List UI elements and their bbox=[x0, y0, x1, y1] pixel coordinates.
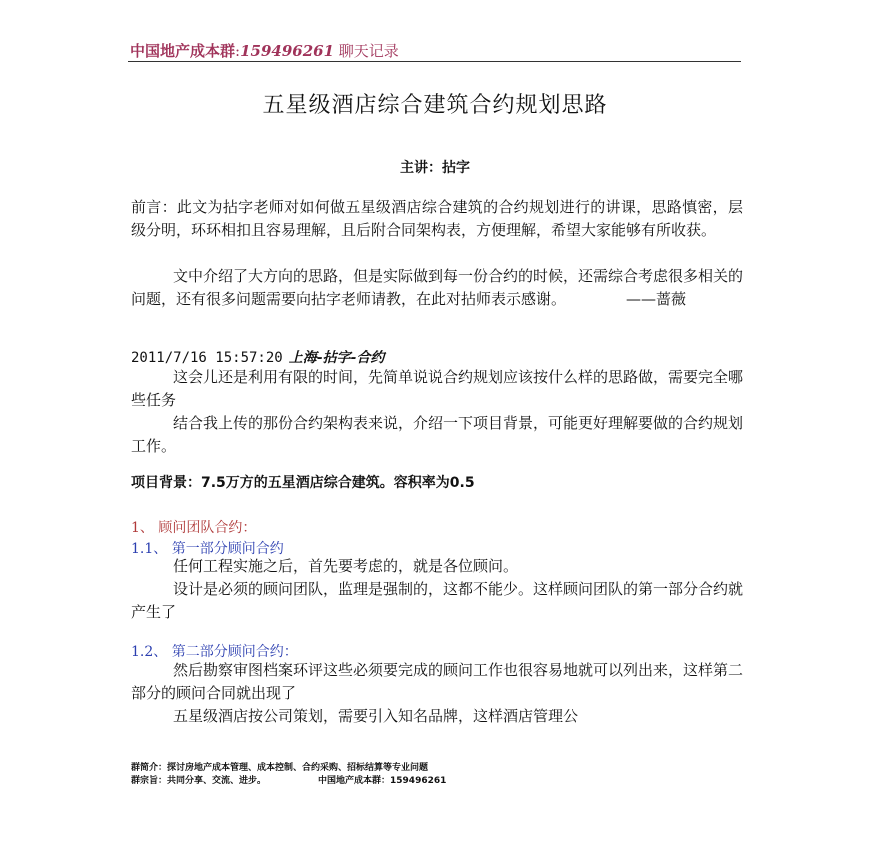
page-header bbox=[130, 40, 399, 61]
preface-paragraph-2 bbox=[131, 265, 743, 311]
chat-meta bbox=[131, 347, 384, 367]
preface-signature: ——蔷薇 bbox=[626, 290, 687, 308]
chat-paragraph-1: 这会儿还是利用有限的时间，先简单说说合约规划应该按什么样的思路做，需要完全哪些任务 bbox=[131, 368, 744, 409]
speaker-line: 主讲：拈字 bbox=[400, 160, 470, 176]
group-name: 中国地产成本群 bbox=[130, 42, 236, 60]
chat-record-label: 聊天记录 bbox=[338, 42, 399, 60]
document-title: 五星级酒店综合建筑合约规划思路 bbox=[262, 93, 608, 118]
header-separator: : bbox=[235, 42, 241, 60]
preface-paragraph: 前言：此文为拈字老师对如何做五星级酒店综合建筑的合约规划进行的讲课，思路慎密，层级分明，环环相扣且容易理解，且后附合同架构表，方便理解，希望大家能够有所收获。 bbox=[131, 198, 743, 239]
section-heading-1-1: 1.1、 第一部分顾问合约 bbox=[131, 541, 284, 557]
section-1-2-paragraph-1: 然后勘察审图档案环评这些必须要完成的顾问工作也很容易地就可以列出来，这样第二部分的顾问合同就出现了 bbox=[131, 661, 744, 702]
section-heading-1-2: 1.2、 第二部分顾问合约： bbox=[131, 644, 298, 660]
section-1-2-paragraph-2: 五星级酒店按公司策划，需要引入知名品牌，这样酒店管理公 bbox=[173, 707, 579, 725]
chat-paragraph-2: 结合我上传的那份合约架构表来说，介绍一下项目背景，可能更好理解要做的合约规划工作。 bbox=[131, 414, 744, 455]
footer-group-number: 中国地产成本群：159496261 bbox=[318, 776, 447, 786]
footer-purpose-text: 群宗旨：共同分享、交流、进步。 bbox=[131, 776, 267, 786]
footer-purpose bbox=[131, 773, 446, 786]
section-heading-1: 1、 顾问团队合约： bbox=[131, 520, 257, 536]
footer-intro: 群简介：探讨房地产成本管理、成本控制、合约采购、招标结算等专业问题 bbox=[131, 763, 429, 773]
header-divider bbox=[128, 61, 741, 62]
project-background: 项目背景：7.5万方的五星酒店综合建筑。容积率为0.5 bbox=[131, 475, 475, 491]
section-1-1-paragraph-2: 设计是必须的顾问团队，监理是强制的，这都不能少。这样顾问团队的第一部分合约就产生了 bbox=[131, 580, 744, 621]
preface-text: 文中介绍了大方向的思路，但是实际做到每一份合约的时候，还需综合考虑很多相关的问题，还有很多问题需要向拈字老师请教，在此对拈师表示感谢。 bbox=[131, 267, 744, 308]
chat-author: 上海-拈字-合约 bbox=[288, 350, 385, 366]
section-1-1-paragraph-1: 任何工程实施之后，首先要考虑的，就是各位顾问。 bbox=[173, 557, 519, 575]
group-number: 159496261 bbox=[240, 42, 335, 60]
chat-datetime: 2011/7/16 15:57:20 bbox=[131, 350, 283, 366]
